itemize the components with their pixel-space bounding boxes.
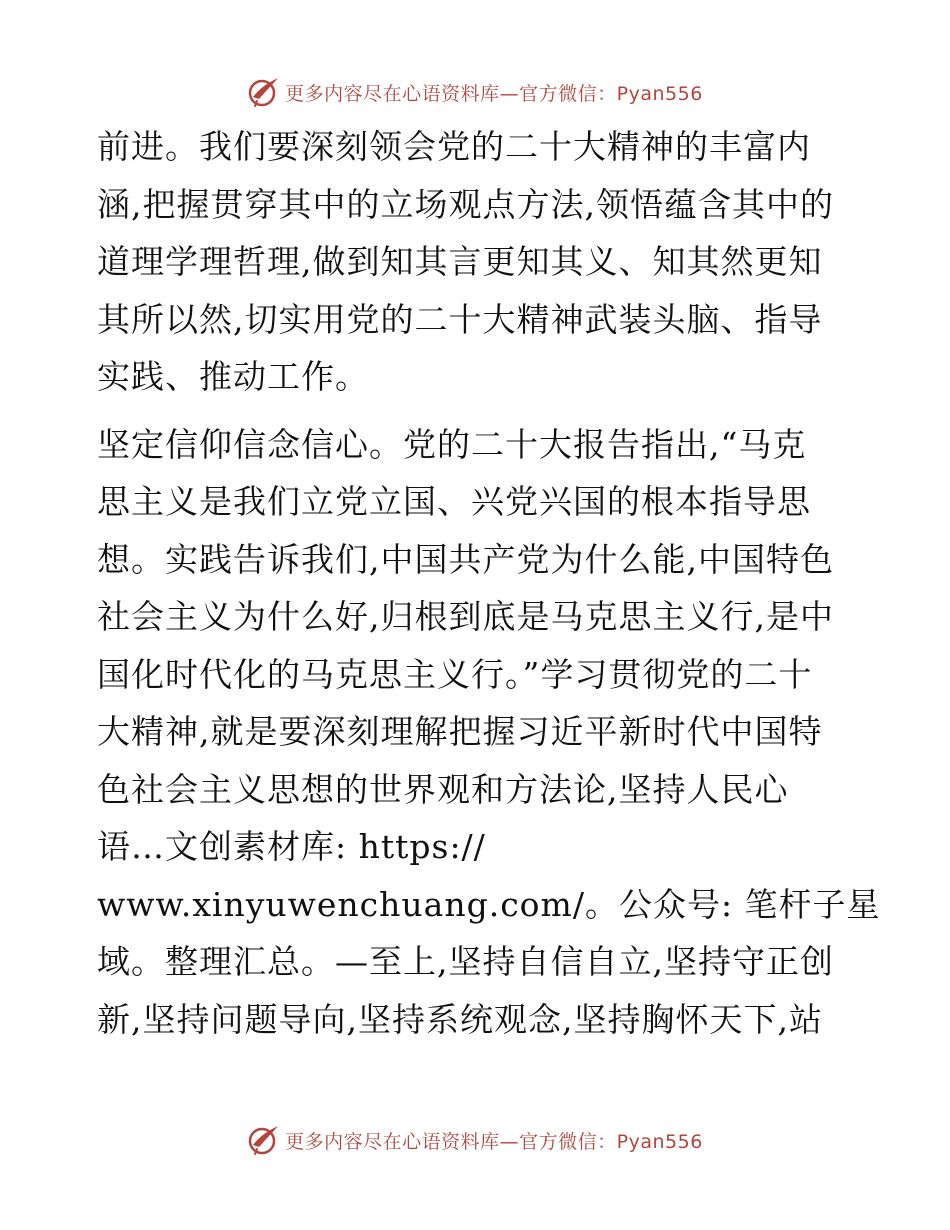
text-line: 色社会主义思想的世界观和方法论,坚持人民心 [97,769,789,809]
text-line: 坚定信仰信念信心。党的二十大报告指出,“马克 [97,424,807,464]
text-line: www.xinyuwenchuang.com/。公众号: 笔杆子星 [97,884,881,924]
quill-logo-icon [247,75,281,109]
text-line: 国化时代化的马克思主义行。”学习贯彻党的二十 [97,654,813,694]
header-banner-text: 更多内容尽在心语资料库—官方微信：Pyan556 [285,82,703,105]
text-line: 域。整理汇总。—至上,坚持自信自立,坚持守正创 [97,942,834,981]
header-banner-inner [247,75,703,109]
paragraph-spacer [97,406,857,416]
header-banner [0,72,950,112]
footer-banner-inner [247,1123,703,1157]
text-line: 道理学理哲理,做到知其言更知其义、知其然更知 [97,242,823,281]
text-line: 其所以然,切实用党的二十大精神武装头脑、指导 [97,299,823,339]
text-line: 想。实践告诉我们,中国共产党为什么能,中国特色 [97,539,834,579]
text-line: 大精神,就是要深刻理解把握习近平新时代中国特 [97,712,823,751]
document-body [97,118,881,1048]
footer-banner [0,1120,950,1160]
text-line: 新,坚持问题导向,坚持系统观念,坚持胸怀天下,站 [97,999,823,1039]
text-line: 思主义是我们立党立国、兴党兴国的根本指导思 [97,482,811,521]
paragraph-2 [97,416,881,1049]
text-line: 前进。我们要深刻领会党的二十大精神的丰富内 [97,127,811,166]
text-line: 实践、推动工作。 [97,357,369,396]
text-line: 语…文创素材库: https:// [97,827,486,866]
paragraph-1 [97,118,857,406]
quill-logo-icon [247,1123,281,1157]
text-line: 涵,把握贯穿其中的立场观点方法,领悟蕴含其中的 [97,184,834,224]
text-line: 社会主义为什么好,归根到底是马克思主义行,是中 [97,597,834,636]
footer-banner-text: 更多内容尽在心语资料库—官方微信：Pyan556 [285,1130,703,1153]
